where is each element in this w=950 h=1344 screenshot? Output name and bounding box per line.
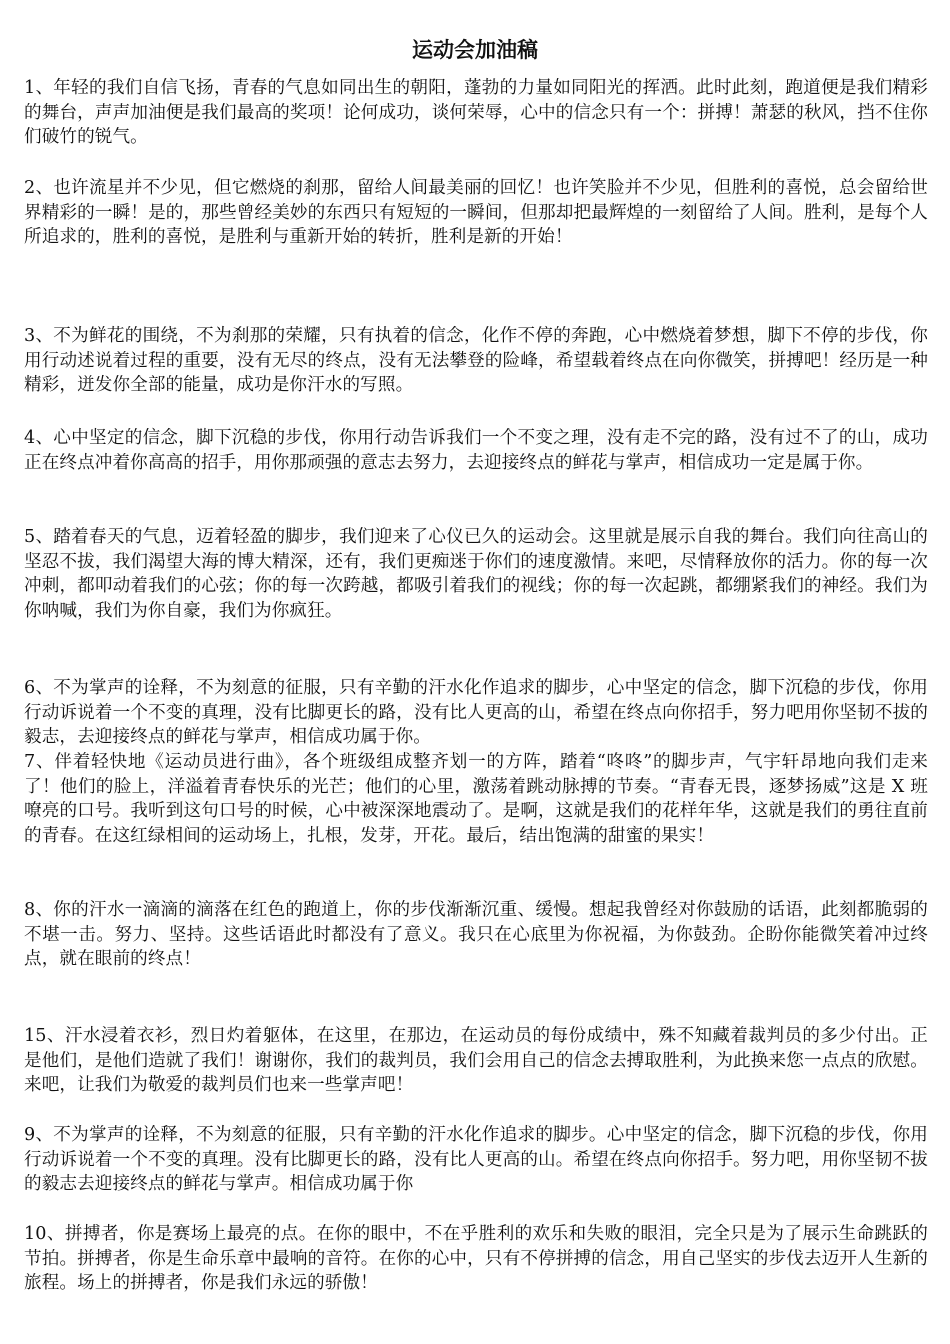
paragraph-1: 1、年轻的我们自信飞扬，青春的气息如同出生的朝阳，蓬勃的力量如同阳光的挥洒。此时此刻，跑道便是我们精彩的舞台，声声加油便是我们最高的奖项！论何成功，谈何荣辱，心中的信念只有一个：拼搏！萧瑟的秋风，挡不住你们破竹的锐气。: [24, 78, 928, 148]
paragraph-10: 10、拼搏者，你是赛场上最亮的点。在你的眼中，不在乎胜利的欢乐和失败的眼泪，完全只是为了展示生命跳跃的节拍。拼搏者，你是生命乐章中最响的音符。在你的心中，只有不停拼搏的信念，用自己坚实的步伐去迈开人生新的旅程。场上的拼搏者，你是我们永远的骄傲！: [24, 1224, 928, 1294]
paragraph-5: 5、踏着春天的气息，迈着轻盈的脚步，我们迎来了心仪已久的运动会。这里就是展示自我的舞台。我们向往高山的坚忍不拔，我们渴望大海的博大精深，还有，我们更痴迷于你们的速度激情。来吧，尽情释放你的活力。你的每一次冲刺，都叩动着我们的心弦；你的每一次跨越，都吸引着我们的视线；你的每一次起跳，都绷紧我们的神经。我们为你呐喊，我们为你自豪，我们为你疯狂。: [24, 527, 928, 621]
paragraph-9: 9、不为掌声的诠释，不为刻意的征服，只有辛勤的汗水化作追求的脚步。心中坚定的信念，脚下沉稳的步伐，你用行动诉说着一个不变的真理。没有比脚更长的路，没有比人更高的山。希望在终点向你招手。努力吧，用你坚韧不拔的毅志去迎接终点的鲜花与掌声。相信成功属于你: [24, 1125, 928, 1195]
paragraph-6: 6、不为掌声的诠释，不为刻意的征服，只有辛勤的汗水化作追求的脚步，心中坚定的信念，脚下沉稳的步伐，你用行动诉说着一个不变的真理，没有比脚更长的路，没有比人更高的山，希望在终点向你招手，努力吧用你坚韧不拔的毅志，去迎接终点的鲜花与掌声，相信成功属于你。: [24, 678, 928, 748]
paragraph-4: 4、心中坚定的信念，脚下沉稳的步伐，你用行动告诉我们一个不变之理，没有走不完的路，没有过不了的山，成功正在终点冲着你高高的招手，用你那顽强的意志去努力，去迎接终点的鲜花与掌声，相信成功一定是属于你。: [24, 428, 928, 473]
paragraph-7: 7、伴着轻快地《运动员进行曲》，各个班级组成整齐划一的方阵，踏着“咚咚”的脚步声，气宇轩昂地向我们走来了！他们的脸上，洋溢着青春快乐的光芒；他们的心里，激荡着跳动脉搏的节奏。“青春无畏，逐梦扬威”这是 X 班嘹亮的口号。我听到这句口号的时候，心中被深深地震动了。是啊，这就是我们的花样年华，这就是我们的勇往直前的青春。在这红绿相间的运动场上，扎根，发芽，开花。最后，结出饱满的甜蜜的果实！: [24, 752, 928, 846]
paragraph-8: 8、你的汗水一滴滴的滴落在红色的跑道上，你的步伐渐渐沉重、缓慢。想起我曾经对你鼓励的话语，此刻都脆弱的不堪一击。努力、坚持。这些话语此时都没有了意义。我只在心底里为你祝福，为你鼓劲。企盼你能微笑着冲过终点，就在眼前的终点！: [24, 900, 928, 970]
paragraph-2: 2、也许流星并不少见，但它燃烧的刹那，留给人间最美丽的回忆！也许笑脸并不少见，但胜利的喜悦，总会留给世界精彩的一瞬！是的，那些曾经美妙的东西只有短短的一瞬间，但那却把最辉煌的一刻留给了人间。胜利，是每个人所追求的，胜利的喜悦，是胜利与重新开始的转折，胜利是新的开始！: [24, 178, 928, 248]
paragraph-15: 15、汗水浸着衣衫，烈日灼着躯体，在这里，在那边，在运动员的每份成绩中，殊不知藏着裁判员的多少付出。正是他们，是他们造就了我们！谢谢你，我们的裁判员，我们会用自己的信念去搏取胜利，为此换来您一点点的欣慰。来吧，让我们为敬爱的裁判员们也来一些掌声吧！: [24, 1026, 928, 1096]
document-title: 运动会加油稿: [412, 38, 538, 62]
paragraph-3: 3、不为鲜花的围绕，不为刹那的荣耀，只有执着的信念，化作不停的奔跑，心中燃烧着梦想，脚下不停的步伐，你用行动述说着过程的重要，没有无尽的终点，没有无法攀登的险峰，希望载着终点在向你微笑，拼搏吧！经历是一种精彩，迸发你全部的能量，成功是你汗水的写照。: [24, 326, 928, 396]
